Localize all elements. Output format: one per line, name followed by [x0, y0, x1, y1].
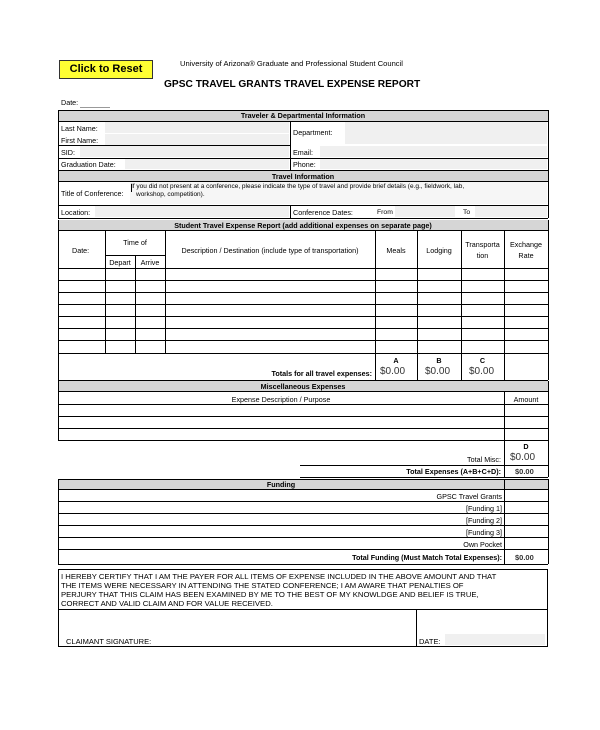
department-field[interactable] [345, 122, 547, 144]
expense-report-heading: Student Travel Expense Report (add additional expenses on separate page) [174, 221, 432, 230]
funding-heading: Funding [266, 480, 296, 489]
expense-row[interactable] [58, 292, 548, 293]
misc-heading: Miscellaneous Expenses [260, 382, 346, 391]
to-date-field[interactable] [475, 206, 547, 217]
sid-label: SID: [61, 148, 75, 157]
letter-c: C [479, 356, 486, 365]
from-label: From [377, 209, 393, 216]
totals-label: Totals for all travel expenses: [271, 369, 372, 378]
reset-button[interactable]: Click to Reset [59, 60, 153, 79]
date-label: Date: [61, 98, 79, 107]
total-misc: $0.00 [510, 452, 536, 463]
letter-d: D [523, 442, 529, 451]
title-of-conference-label: Title of Conference: [61, 189, 124, 198]
conference-dates-label: Conference Dates: [293, 208, 353, 217]
funding-3-label: [Funding 3] [466, 528, 502, 537]
total-transportation: $0.00 [469, 366, 495, 377]
misc-col-description: Expense Description / Purpose [231, 395, 331, 404]
phone-field[interactable] [320, 159, 547, 169]
total-expenses: $0.00 [515, 467, 534, 476]
to-label: To [463, 209, 471, 216]
certification-line-4: CORRECT AND VALID CLAIM AND FOR VALUE RECEIVED. [61, 599, 273, 608]
col-transportation: Transporta [465, 240, 500, 249]
council-name: University of Arizona® Graduate and Professional Student Council [180, 59, 403, 68]
travel-type-note-cont: workshop, competition). [136, 191, 205, 198]
total-meals: $0.00 [380, 366, 406, 377]
letter-b: B [436, 356, 442, 365]
graduation-date-field[interactable] [125, 159, 289, 169]
col-depart: Depart [109, 258, 131, 267]
col-meals: Meals [386, 246, 406, 255]
col-date: Date: [72, 246, 90, 255]
expense-row[interactable] [58, 304, 548, 305]
first-name-field[interactable] [105, 134, 289, 145]
email-label: Email: [293, 148, 313, 157]
total-expenses-label: Total Expenses (A+B+C+D): [406, 467, 501, 476]
certification-line-1: I HEREBY CERTIFY THAT I AM THE PAYER FOR ALL ITEMS OF EXPENSE INCLUDED IN THE ABOVE AMOUNT AND THAT [61, 572, 497, 581]
total-funding: $0.00 [515, 553, 534, 562]
total-misc-label: Total Misc: [467, 455, 501, 464]
certification-line-2: THE ITEMS WERE NECESSARY IN ATTENDING THE STATED CONFERENCE; I AM AWARE THAT PENALTIES OF [61, 581, 464, 590]
funding-2-label: [Funding 2] [466, 516, 502, 525]
travel-type-note: If you did not present at a conference, please indicate the type of travel and provide brief details (e.g., fieldwork, lab, [131, 183, 465, 190]
email-field[interactable] [320, 146, 547, 157]
col-exchange-rate-cont: Rate [518, 251, 534, 260]
expense-row[interactable] [58, 280, 548, 281]
location-label: Location: [61, 208, 91, 217]
first-name-label: First Name: [61, 136, 99, 145]
total-lodging: $0.00 [425, 366, 451, 377]
own-pocket-label: Own Pocket [463, 540, 502, 549]
misc-row[interactable] [58, 416, 548, 417]
signature-date-field[interactable] [445, 634, 545, 645]
expense-row[interactable] [58, 340, 548, 341]
funding-gpsc-label: GPSC Travel Grants [436, 492, 502, 501]
travel-info-heading: Travel Information [271, 172, 335, 181]
department-label: Department: [293, 128, 333, 137]
location-field[interactable] [95, 206, 289, 217]
letter-a: A [393, 356, 399, 365]
from-date-field[interactable] [395, 206, 455, 217]
col-time-of: Time of [123, 238, 147, 247]
misc-col-amount: Amount [513, 395, 539, 404]
col-transportation-cont: tion [476, 251, 489, 260]
signature-date-label: DATE: [419, 637, 441, 646]
col-arrive: Arrive [140, 258, 160, 267]
last-name-field[interactable] [105, 122, 289, 133]
claimant-signature-label: CLAIMANT SIGNATURE: [66, 637, 152, 646]
expense-row[interactable] [58, 328, 548, 329]
col-exchange-rate: Exchange [510, 240, 542, 249]
expense-row[interactable] [58, 316, 548, 317]
traveler-heading: Traveler & Departmental Information [240, 111, 366, 120]
report-title: GPSC TRAVEL GRANTS TRAVEL EXPENSE REPORT [164, 79, 421, 90]
last-name-label: Last Name: [61, 124, 98, 133]
col-description: Description / Destination (include type of transportation) [181, 246, 359, 255]
misc-row[interactable] [58, 428, 548, 429]
total-funding-label: Total Funding (Must Match Total Expenses): [352, 553, 502, 562]
phone-label: Phone: [293, 160, 316, 169]
col-lodging: Lodging [426, 246, 452, 255]
funding-1-label: [Funding 1] [466, 504, 502, 513]
graduation-date-label: Graduation Date: [61, 160, 116, 169]
sid-field[interactable] [80, 146, 289, 157]
certification-line-3: PERJURY THAT THIS CLAIM HAS BEEN EXAMINED BY ME TO THE BEST OF MY KNOWLDGE AND BELIEF IS TRUE, [61, 590, 479, 599]
